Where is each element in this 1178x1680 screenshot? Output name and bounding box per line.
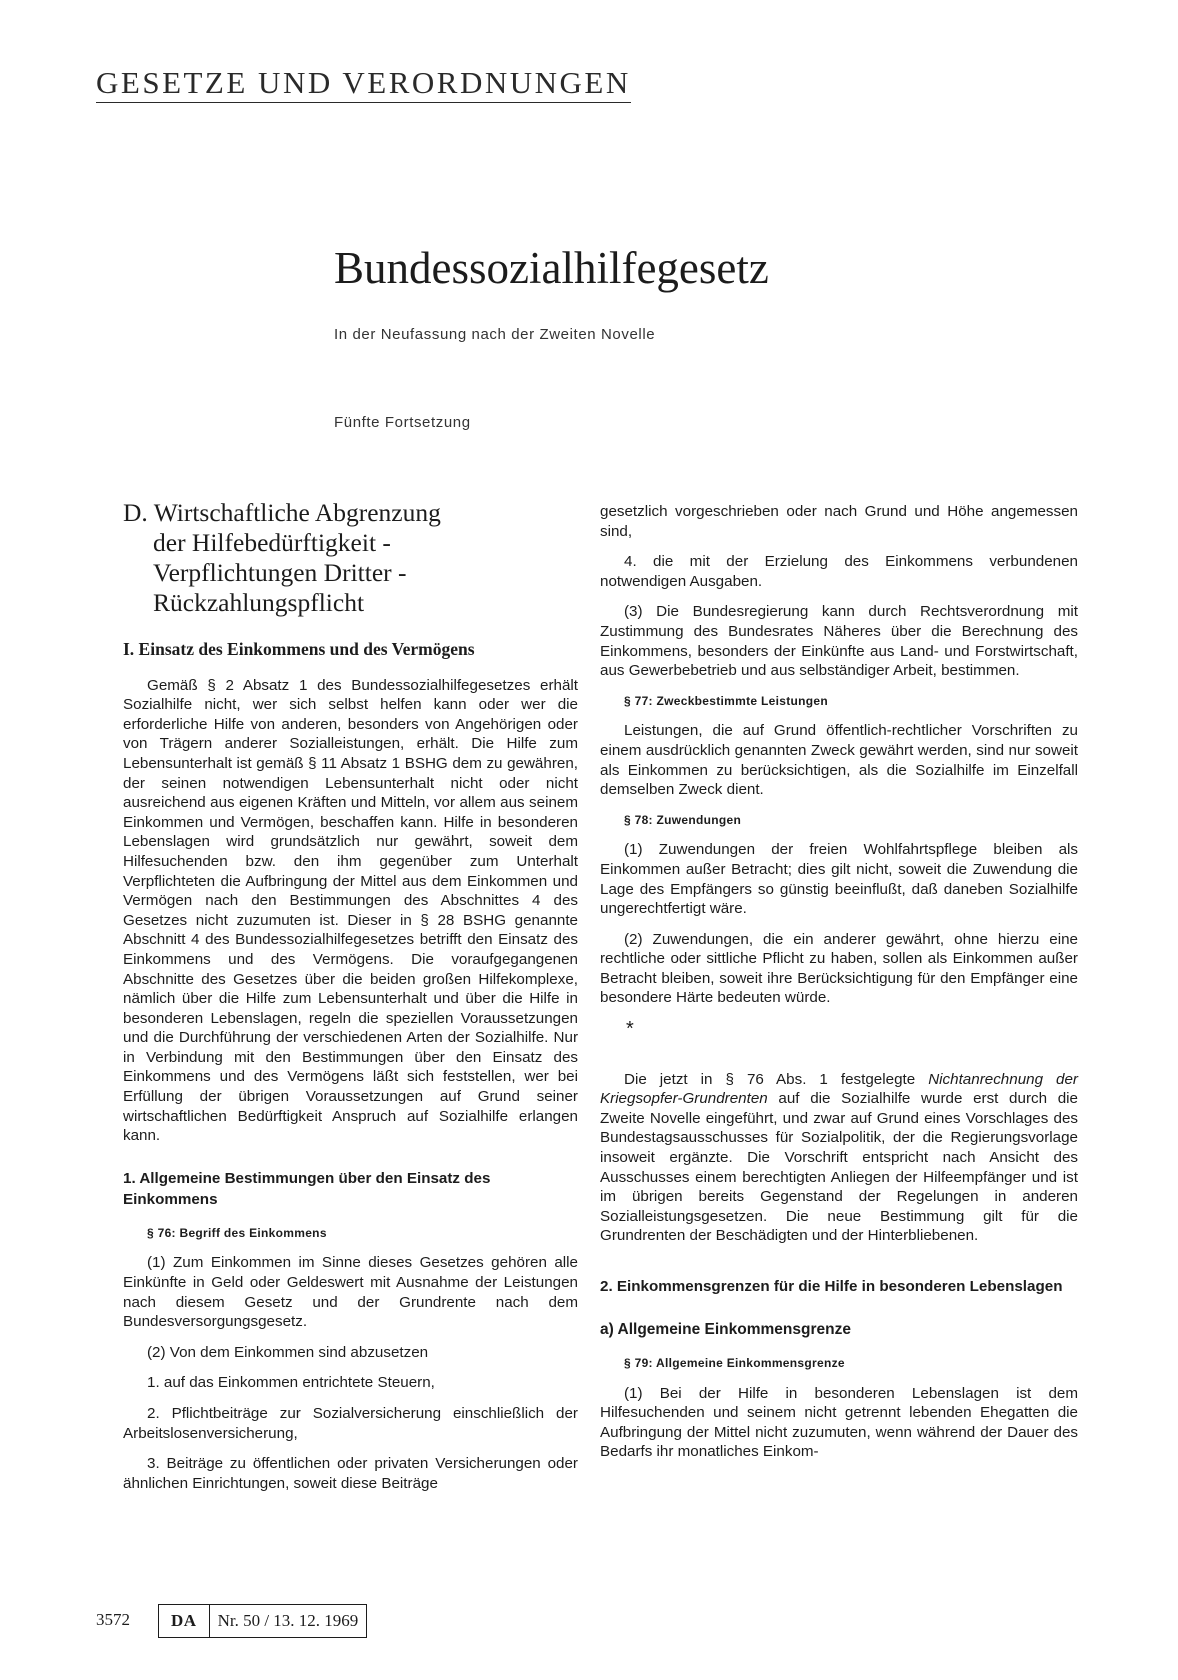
- subsection-heading: a) Allgemeine Einkommensgrenze: [600, 1321, 851, 1338]
- chapter-heading-line: Rückzahlungspflicht: [153, 588, 365, 617]
- page-footer: [96, 1604, 367, 1638]
- separator-asterisk: *: [626, 1018, 634, 1041]
- section-heading: I. Einsatz des Einkommens und des Vermögens: [123, 639, 475, 659]
- continuation-note: Fünfte Fortsetzung: [334, 414, 471, 431]
- commentary-text: auf die Sozialhilfe wurde erst durch die Zweite Novelle eingeführt, und zwar auf Grund eines Vorschlages des Bundestagsausschusses für Sozialpolitik, der die Regierungsvorlage insoweit ergänzte. Die Vorschrift entspricht nach Ansicht des Ausschusses einem berechtigten Anliegen der Hilfeempfänger und ist im übrigen bereits Gegenstand der Regelungen in anderen Sozialleistungsgesetzen. Die neue Bestimmung gilt für die Grundrenten der Beschädigten und der Hinterbliebenen.: [600, 1090, 1078, 1245]
- law-paragraph: (1) Zuwendungen der freien Wohlfahrtspflege bleiben als Einkommen außer Betracht; dies gilt nicht, soweit die Zuwendung die Lage des Empfängers so günstig beeinflußt, daß daneben Sozialhilfe ungerechtfertigt wäre.: [600, 841, 1078, 918]
- journal-abbrev: DA: [159, 1605, 210, 1637]
- commentary-paragraph: [600, 1070, 1078, 1246]
- subtitle: In der Neufassung nach der Zweiten Novelle: [334, 326, 656, 343]
- page-title: Bundessozialhilfegesetz: [334, 243, 769, 293]
- section-header: GESETZE UND VERORDNUNGEN: [96, 64, 631, 103]
- paragraph-heading: § 79: Allgemeine Einkommensgrenze: [624, 1356, 845, 1370]
- commentary-text: Die jetzt in § 76 Abs. 1 festgelegte: [624, 1070, 929, 1088]
- commentary-emphasis: Nichtanrechnung der Kriegsopfer-Grundrenten: [600, 1070, 1078, 1108]
- law-paragraph: (3) Die Bundesregierung kann durch Rechtsverordnung mit Zustimmung des Bundesrates Näheres über die Berechnung des Einkommens, besonders der Einkünfte aus Land- und Forstwirtschaft, aus Gewerbebetrieb und aus selbständiger Arbeit, bestimmen.: [600, 603, 1078, 680]
- paragraph-heading: § 78: Zuwendungen: [624, 812, 742, 827]
- chapter-heading-line: D. Wirtschaftliche Abgrenzung: [123, 498, 441, 527]
- law-list-item: 2. Pflichtbeiträge zur Sozialversicherung einschließlich der Arbeitslosenversicherung,: [123, 1405, 578, 1442]
- page-number: 3572: [96, 1610, 130, 1629]
- law-list-continuation: gesetzlich vorgeschrieben oder nach Grund und Höhe angemessen sind,: [600, 503, 1078, 540]
- paragraph-heading: § 76: Begriff des Einkommens: [147, 1225, 327, 1240]
- law-paragraph: (2) Zuwendungen, die ein anderer gewährt, ohne hierzu eine rechtliche oder sittliche Pflicht zu haben, sollen als Einkommen außer Betracht bleiben, soweit ihre Berücksichtigung für den Empfänger eine besondere Härte bedeuten würde.: [600, 930, 1078, 1007]
- chapter-heading-line: der Hilfebedürftigkeit -: [153, 528, 391, 557]
- issue-number: Nr. 50 / 13. 12. 1969: [217, 1611, 359, 1630]
- subsection-heading: 2. Einkommensgrenzen für die Hilfe in besonderen Lebenslagen: [600, 1278, 1063, 1295]
- intro-paragraph: Gemäß § 2 Absatz 1 des Bundessozialhilfegesetzes erhält Sozialhilfe nicht, wer sich selbst helfen kann oder wer die erforderliche Hilfe von anderen, besonders von Angehörigen oder von Trägern anderer Sozialleistungen, erhält. Die Hilfe zum Lebensunterhalt ist gemäß § 11 Absatz 1 BSHG dem zu gewähren, der seinen notwendigen Lebensunterhalt nicht oder nicht ausreichend aus eigenen Kräften und Mitteln, vor allem aus seinem Einkommen und Vermögen, beschaffen kann. Hilfe in besonderen Lebenslagen wird grundsätzlich nur gewährt, soweit dem Hilfesuchenden bzw. den ihm gegenüber zum Unterhalt Verpflichteten die Aufbringung der Mittel aus dem Einkommen und Vermögen nach den Bestimmungen des Abschnittes 4 des Gesetzes nicht zuzumuten ist. Dieser in § 28 BSHG genannte Abschnitt 4 des Bundessozialhilfegesetzes betrifft den Einsatz des Einkommens und des Vermögens. Die voraufgegangenen Abschnitte des Gesetzes über die beiden großen Hilfekomplexe, nämlich über die Hilfe zum Lebensunterhalt und über die Hilfe in besonderen Lebenslagen, regeln die speziellen Voraussetzungen und die Durchführung der verschiedenen Arten der Sozialhilfe. Nur in Verbindung mit den Bestimmungen über den Einsatz des Einkommens und des Vermögens läßt sich feststellen, wer bei Erfüllung der übrigen Voraussetzungen auf Grund seiner wirtschaftlichen Bedürftigkeit Anspruch auf Sozialhilfe erlangen kann.: [123, 676, 578, 1145]
- issue-box: [158, 1604, 367, 1638]
- law-list-item: 1. auf das Einkommen entrichtete Steuern,: [147, 1374, 435, 1392]
- law-list-item: 4. die mit der Erzielung des Einkommens verbundenen notwendigen Ausgaben.: [600, 553, 1078, 590]
- left-column: [123, 498, 578, 1504]
- subsection-heading: 1. Allgemeine Bestimmungen über den Einsatz des Einkommens: [123, 1169, 491, 1208]
- law-paragraph: Leistungen, die auf Grund öffentlich-rechtlicher Vorschriften zu einem ausdrücklich genannten Zweck gewährt werden, sind nur soweit als Einkommen zu berücksichtigen, als die Sozialhilfe im Einzelfall demselben Zweck dient.: [600, 722, 1078, 799]
- chapter-heading: [123, 498, 578, 618]
- law-paragraph: (1) Zum Einkommen im Sinne dieses Gesetzes gehören alle Einkünfte in Geld oder Geldeswert mit Ausnahme der Leistungen nach diesem Gesetz und der Grundrente nach dem Bundesversorgungsgesetz.: [123, 1254, 578, 1331]
- paragraph-heading: § 77: Zweckbestimmte Leistungen: [624, 693, 829, 708]
- law-paragraph: (1) Bei der Hilfe in besonderen Lebenslagen ist dem Hilfesuchenden und seinem nicht getrennt lebenden Ehegatten die Aufbringung der Mittel nicht zuzumuten, wenn während der Dauer des Bedarfs ihr monatliches Einkom-: [600, 1384, 1078, 1461]
- law-paragraph: (2) Von dem Einkommen sind abzusetzen: [147, 1343, 429, 1361]
- law-list-item: 3. Beiträge zu öffentlichen oder privaten Versicherungen oder ähnlichen Einrichtungen, soweit diese Beiträge: [123, 1455, 578, 1492]
- chapter-heading-line: Verpflichtungen Dritter -: [153, 558, 407, 587]
- right-column: [600, 502, 1078, 1473]
